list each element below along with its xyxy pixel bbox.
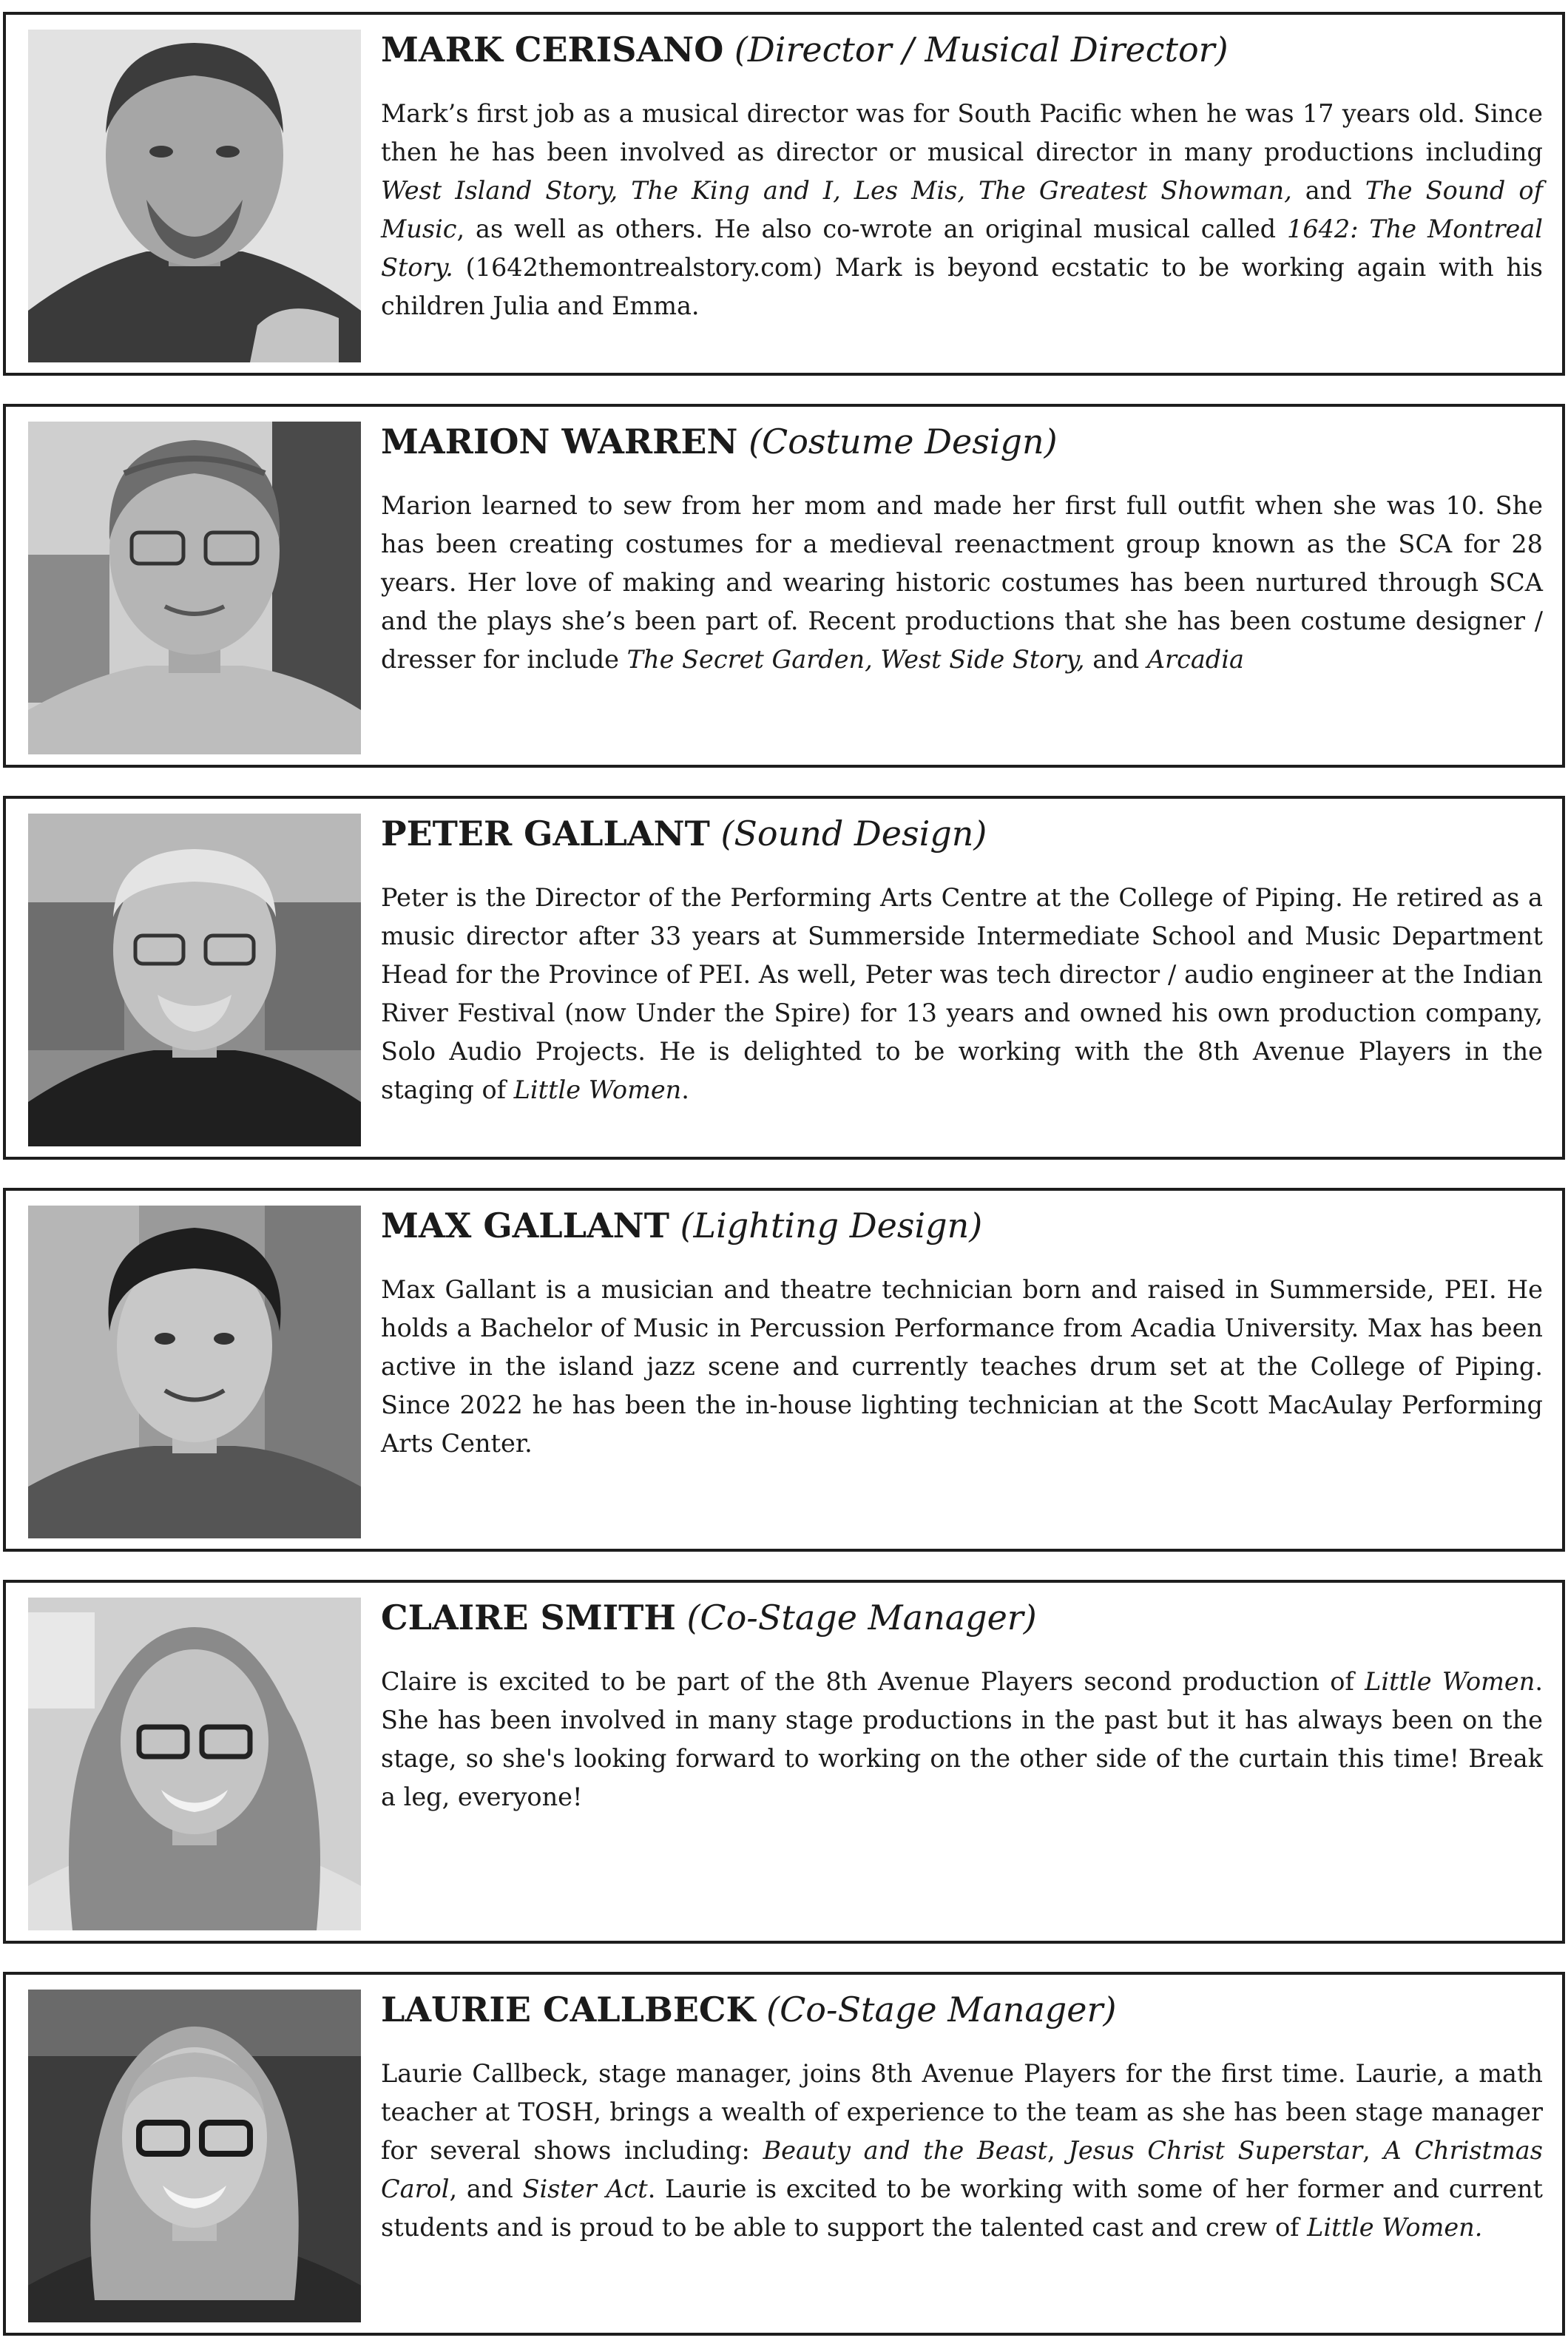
portrait-photo-max-gallant <box>28 1206 361 1538</box>
bio-text: Max Gallant is a musician and theatre technician born and raised in Summerside, PEI. He holds a Bachelor of Music in Percussion Performance from Acadia University. Max has been active in the island jazz scene and currently teaches drum set at the College of Piping. Since 2022 he has been the in-house lighting technician at the Scott MacAulay Performing Arts Center. <box>381 1274 1543 1458</box>
bio-card <box>3 1188 1565 1552</box>
bio-text: Claire is excited to be part of the 8th Avenue Players second production of Little Women. She has been involved in many stage productions in the past but it has always been on the stage, so she's looking forward to working on the other side of the curtain this time! Break a leg, everyone! <box>381 1666 1543 1811</box>
bio-text: Marion learned to sew from her mom and made her first full outfit when she was 10. She has been creating costumes for a medieval reenactment group known as the SCA for 28 years. Her love of making and wearing historic costumes has been nurtured through SCA and the plays she’s been part of. Recent productions that she has been costume designer / dresser for include The Secret Garden, West Side Story, and Arcadia <box>381 490 1543 674</box>
bio-heading <box>381 420 1543 464</box>
bio-content <box>381 812 1543 1109</box>
portrait-photo-marion-warren <box>28 422 361 754</box>
person-name: MARION WARREN <box>381 422 738 462</box>
bio-content <box>381 420 1543 679</box>
bio-content <box>381 1596 1543 1816</box>
portrait-photo-peter-gallant <box>28 814 361 1146</box>
person-role: (Sound Design) <box>720 814 987 854</box>
bio-card <box>3 1972 1565 2336</box>
person-role: (Director / Musical Director) <box>734 30 1229 70</box>
bio-heading <box>381 28 1543 72</box>
bio-heading <box>381 1988 1543 2032</box>
person-role: (Costume Design) <box>748 422 1058 462</box>
bio-heading <box>381 812 1543 856</box>
bio-card <box>3 796 1565 1160</box>
bio-text: Laurie Callbeck, stage manager, joins 8th Avenue Players for the first time. Laurie, a math teacher at TOSH, brings a wealth of experience to the team as she has been stage manager for several shows including: Beauty and the Beast, Jesus Christ Superstar, A Christmas Carol, and Sister Act. Laurie is excited to be working with some of her former and current students and is proud to be able to support the talented cast and crew of Little Women. <box>381 2058 1543 2242</box>
bio-content <box>381 1988 1543 2247</box>
person-name: LAURIE CALLBECK <box>381 1990 756 2029</box>
bio-card <box>3 1580 1565 1944</box>
bio-text: Mark’s first job as a musical director was for South Pacific when he was 17 years old. Since then he has been involved as director or musical director in many productions including West Island Story, The King and I, Les Mis, The Greatest Showman, and The Sound of Music, as well as others. He also co-wrote an original musical called 1642: The Montreal Story. (1642themontrealstory.com) Mark is beyond ecstatic to be working again with his children Julia and Emma. <box>381 98 1543 320</box>
person-name: PETER GALLANT <box>381 814 710 854</box>
bio-text: Peter is the Director of the Performing Arts Centre at the College of Piping. He retired as a music director after 33 years at Summerside Intermediate School and Music Department Head for the Province of PEI. As well, Peter was tech director / audio engineer at the Indian River Festival (now Under the Spire) for 13 years and owned his own production company, Solo Audio Projects. He is delighted to be working with the 8th Avenue Players in the staging of Little Women. <box>381 882 1543 1104</box>
bio-content <box>381 1204 1543 1463</box>
bio-heading <box>381 1596 1543 1640</box>
person-role: (Co-Stage Manager) <box>686 1598 1037 1637</box>
person-role: (Lighting Design) <box>680 1206 983 1246</box>
bio-content <box>381 28 1543 325</box>
bio-card <box>3 404 1565 768</box>
person-name: MARK CERISANO <box>381 30 724 70</box>
person-role: (Co-Stage Manager) <box>766 1990 1117 2029</box>
portrait-photo-claire-smith <box>28 1598 361 1930</box>
bio-card <box>3 12 1565 376</box>
person-name: MAX GALLANT <box>381 1206 669 1246</box>
person-name: CLAIRE SMITH <box>381 1598 676 1637</box>
portrait-photo-laurie-callbeck <box>28 1990 361 2322</box>
bio-heading <box>381 1204 1543 1248</box>
portrait-photo-mark-cerisano <box>28 30 361 362</box>
